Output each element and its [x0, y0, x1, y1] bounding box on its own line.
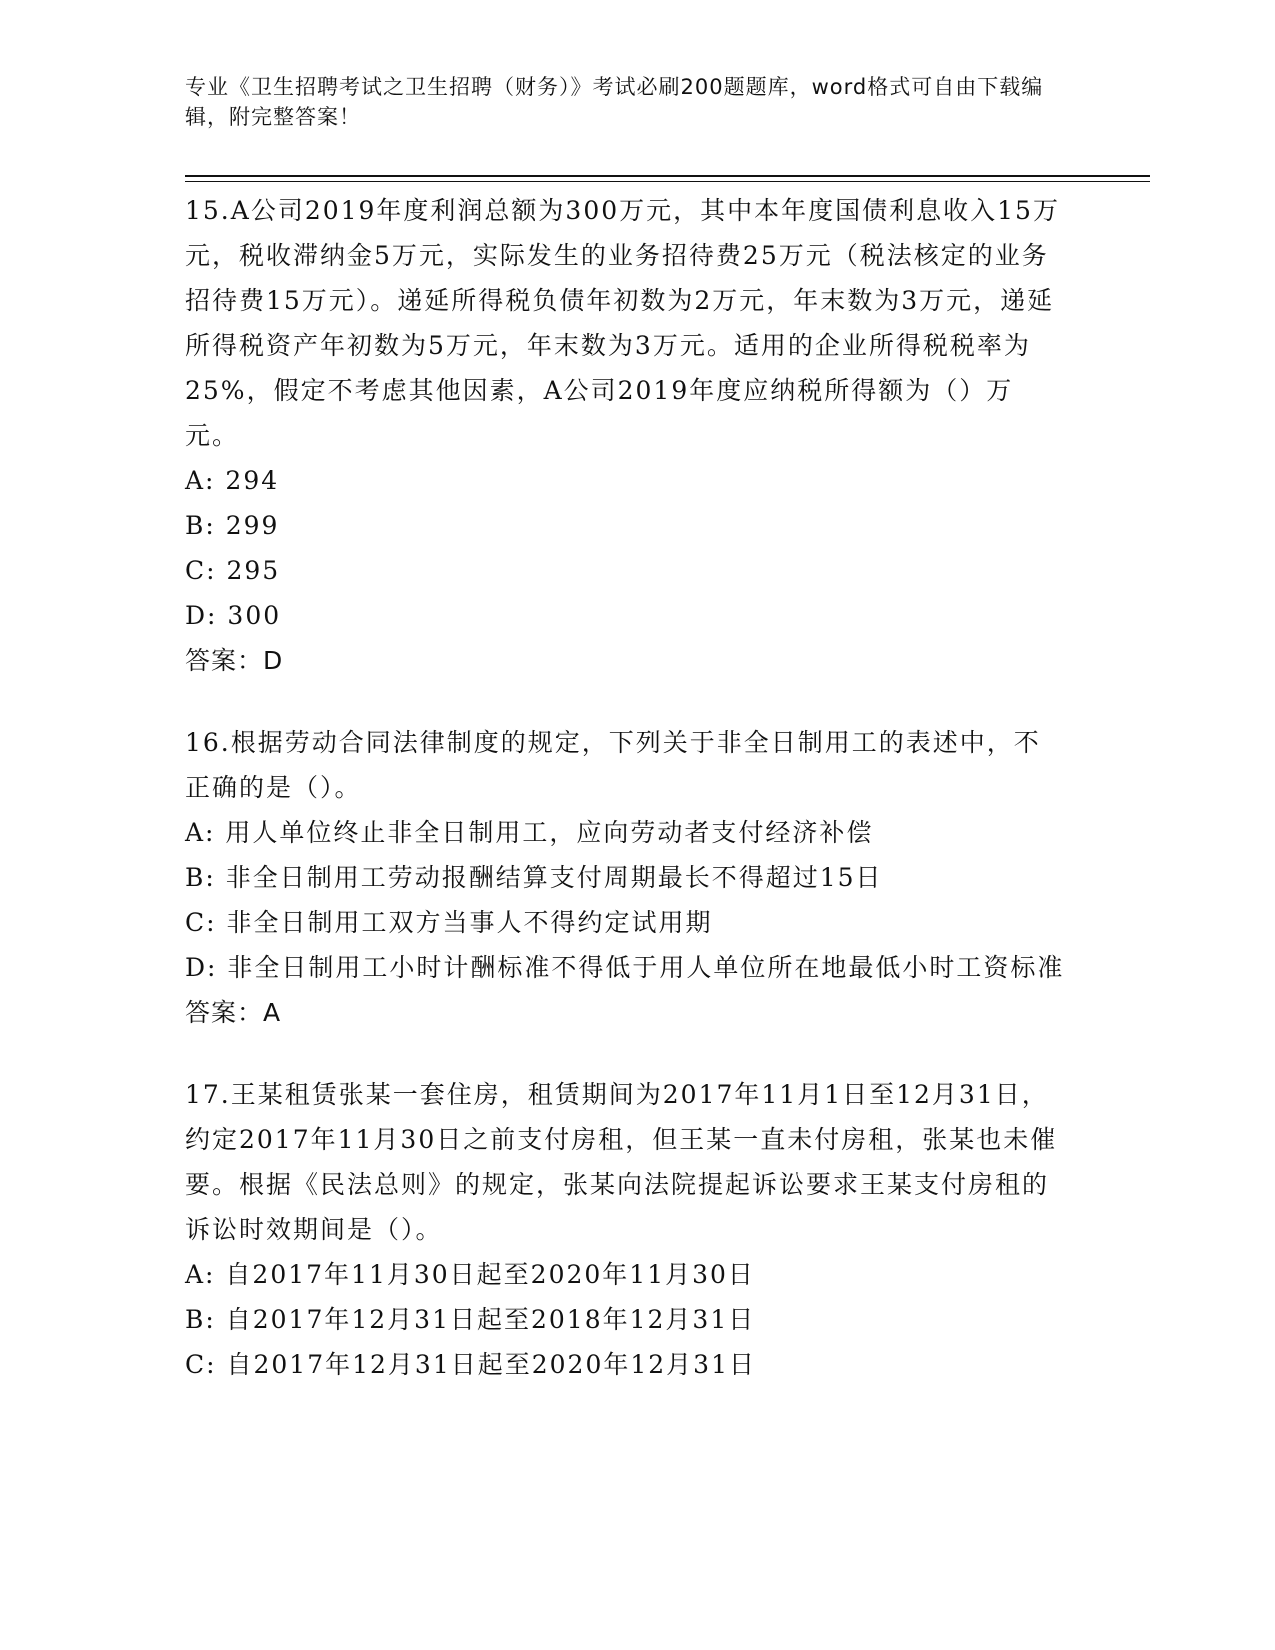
option-d: D: 非全日制用工小时计酬标准不得低于用人单位所在地最低小时工资标准	[185, 953, 1065, 982]
option-c: C: 自2017年12月31日起至2020年12月31日	[185, 1350, 756, 1379]
option-d: D: 300	[185, 601, 282, 630]
option-a: A: 自2017年11月30日起至2020年11月30日	[185, 1260, 755, 1289]
question-15	[185, 188, 1065, 683]
question-17	[185, 1072, 1065, 1387]
question-stem: 16.根据劳动合同法律制度的规定，下列关于非全日制用工的表述中，不正确的是（）。	[185, 728, 1041, 802]
option-b: B: 299	[185, 511, 280, 540]
header-rule-thick	[185, 175, 1150, 177]
option-c: C: 非全日制用工双方当事人不得约定试用期	[185, 908, 713, 937]
option-a: A: 294	[185, 466, 280, 495]
option-b: B: 自2017年12月31日起至2018年12月31日	[185, 1305, 756, 1334]
header-rule-thin	[185, 181, 1150, 182]
option-a: A: 用人单位终止非全日制用工，应向劳动者支付经济补偿	[185, 818, 874, 847]
answer-line: 答案：D	[185, 646, 284, 675]
question-stem: 17.王某租赁张某一套住房，租赁期间为2017年11月1日至12月31日，约定2017年11月30日之前支付房租，但王某一直未付房租，张某也未催要。根据《民法总则》的规定，张某向法院提起诉讼要求王某支付房租的诉讼时效期间是（）。	[185, 1080, 1058, 1244]
option-b: B: 非全日制用工劳动报酬结算支付周期最长不得超过15日	[185, 863, 883, 892]
option-c: C: 295	[185, 556, 281, 585]
answer-line: 答案：A	[185, 998, 282, 1027]
question-16	[185, 720, 1065, 1035]
question-list	[185, 188, 1065, 1424]
document-header: 专业《卫生招聘考试之卫生招聘（财务）》考试必刷200题题库，word格式可自由下载编辑，附完整答案！	[185, 75, 1044, 129]
question-stem: 15.A公司2019年度利润总额为300万元，其中本年度国债利息收入15万元，税收滞纳金5万元，实际发生的业务招待费25万元（税法核定的业务招待费15万元）。递延所得税负债年初数为2万元，年末数为3万元，递延所得税资产年初数为5万元，年末数为3万元。适用的企业所得税税率为25%，假定不考虑其他因素，A公司2019年度应纳税所得额为（）万元。	[185, 196, 1060, 450]
